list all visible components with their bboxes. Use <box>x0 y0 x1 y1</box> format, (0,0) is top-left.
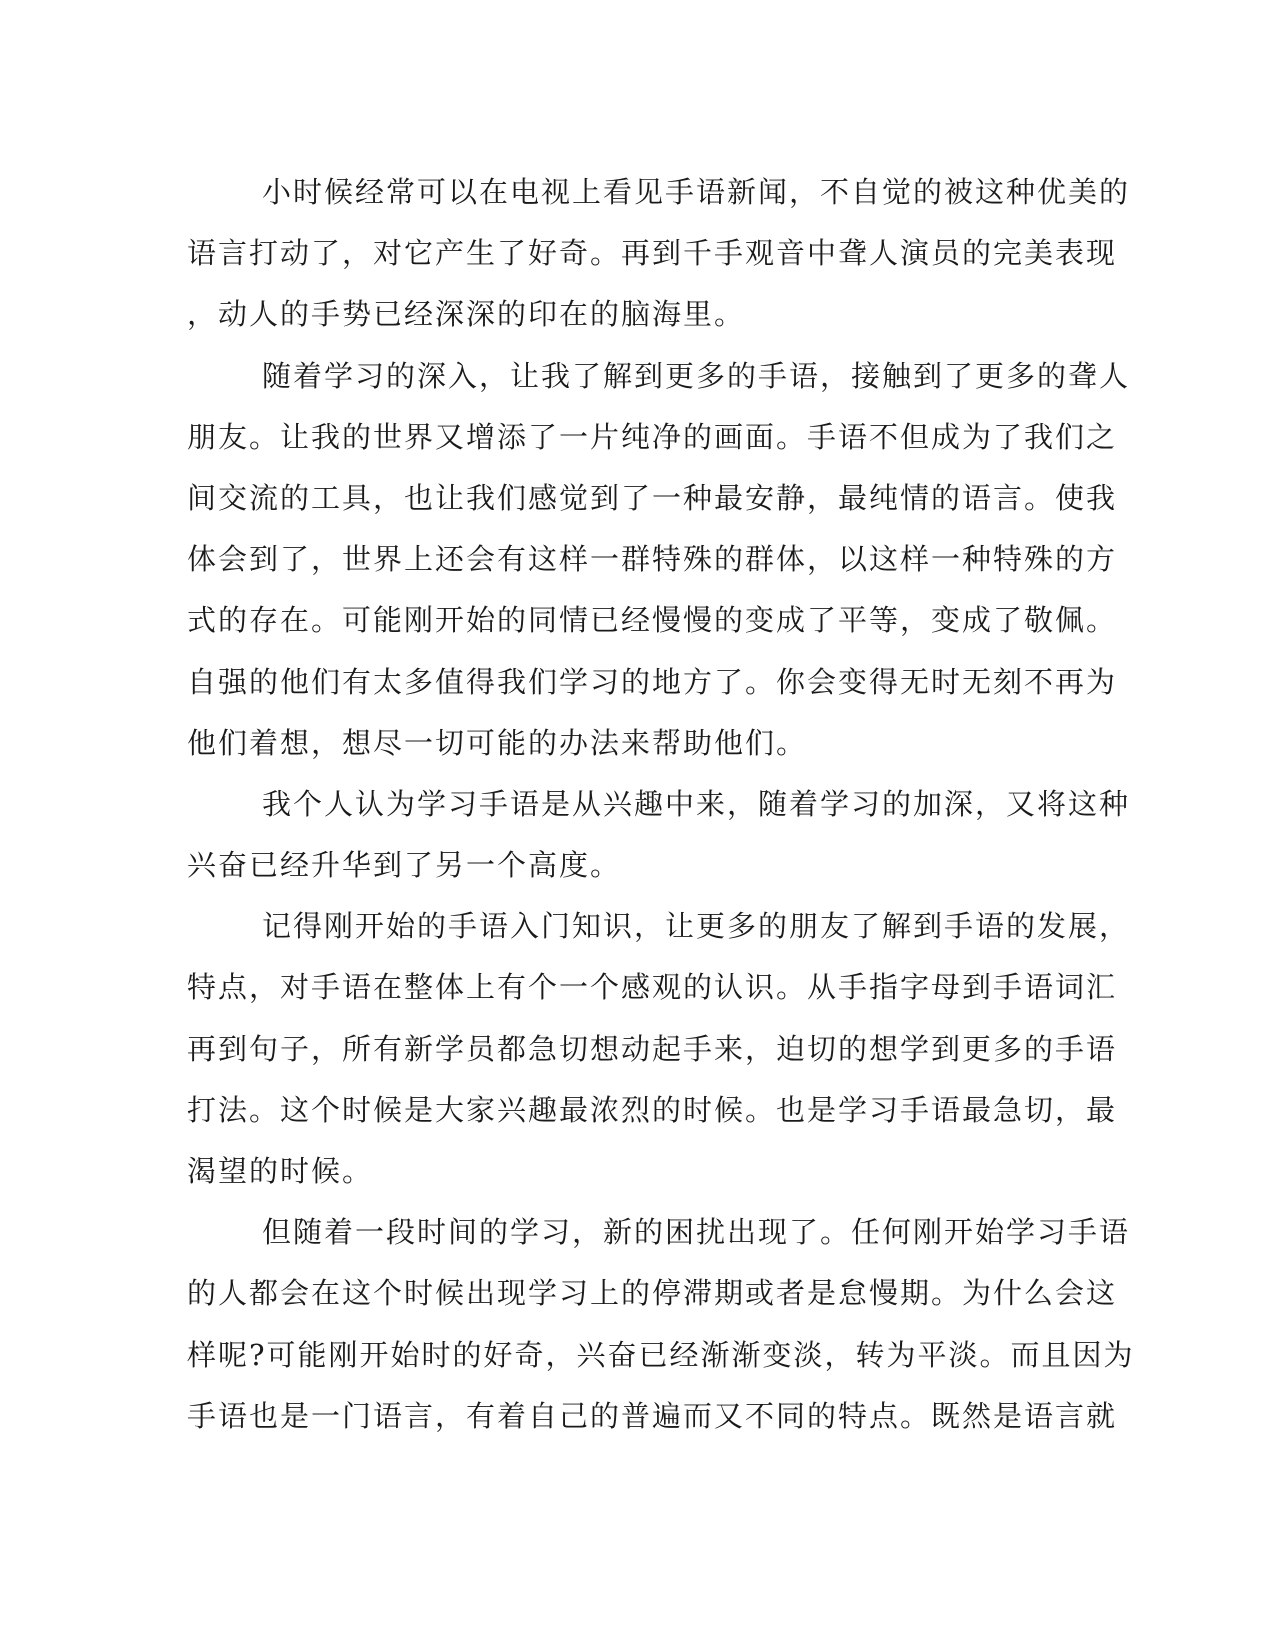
document-body <box>187 162 1135 1447</box>
paragraph-4-line-5: 渴望的时候。 <box>187 1154 374 1188</box>
paragraph-2-line-3: 间交流的工具，也让我们感觉到了一种最安静，最纯情的语言。使我 <box>187 480 1118 515</box>
paragraph-2-line-1: 随着学习的深入，让我了解到更多的手语，接触到了更多的聋人 <box>262 358 1131 393</box>
paragraph-5-line-3: 样呢?可能刚开始时的好奇，兴奋已经渐渐变淡，转为平淡。而且因为 <box>187 1337 1135 1372</box>
paragraph-5-line-1: 但随着一段时间的学习，新的困扰出现了。任何刚开始学习手语 <box>262 1215 1131 1250</box>
paragraph-3-line-2: 兴奋已经升华到了另一个高度。 <box>187 848 622 883</box>
paragraph-2-line-6: 自强的他们有太多值得我们学习的地方了。你会变得无时无刻不再为 <box>187 664 1118 699</box>
paragraph-4-line-1: 记得刚开始的手语入门知识，让更多的朋友了解到手语的发展， <box>262 909 1131 944</box>
paragraph-2-line-4: 体会到了，世界上还会有这样一群特殊的群体，以这样一种特殊的方 <box>187 542 1118 577</box>
paragraph-2-line-2: 朋友。让我的世界又增添了一片纯净的画面。手语不但成为了我们之 <box>187 419 1118 454</box>
paragraph-1-line-3: ，动人的手势已经深深的印在的脑海里。 <box>187 297 746 332</box>
paragraph-2-line-7: 他们着想，想尽一切可能的办法来帮助他们。 <box>187 725 808 760</box>
paragraph-1-line-1: 小时候经常可以在电视上看见手语新闻，不自觉的被这种优美的 <box>262 175 1131 209</box>
paragraph-2-line-5: 式的存在。可能刚开始的同情已经慢慢的变成了平等，变成了敬佩。 <box>187 603 1118 638</box>
paragraph-4-line-2: 特点，对手语在整体上有个一个感观的认识。从手指字母到手语词汇 <box>187 970 1118 1005</box>
paragraph-5-line-2: 的人都会在这个时候出现学习上的停滞期或者是怠慢期。为什么会这 <box>187 1276 1118 1311</box>
paragraph-4-line-4: 打法。这个时候是大家兴趣最浓烈的时候。也是学习手语最急切，最 <box>187 1092 1118 1127</box>
paragraph-1-line-2: 语言打动了，对它产生了好奇。再到千手观音中聋人演员的完美表现 <box>187 236 1118 271</box>
paragraph-5-line-4: 手语也是一门语言，有着自己的普遍而又不同的特点。既然是语言就 <box>187 1398 1118 1433</box>
paragraph-4-line-3: 再到句子，所有新学员都急切想动起手来，迫切的想学到更多的手语 <box>187 1031 1118 1066</box>
paragraph-3-line-1: 我个人认为学习手语是从兴趣中来，随着学习的加深，又将这种 <box>262 786 1131 821</box>
